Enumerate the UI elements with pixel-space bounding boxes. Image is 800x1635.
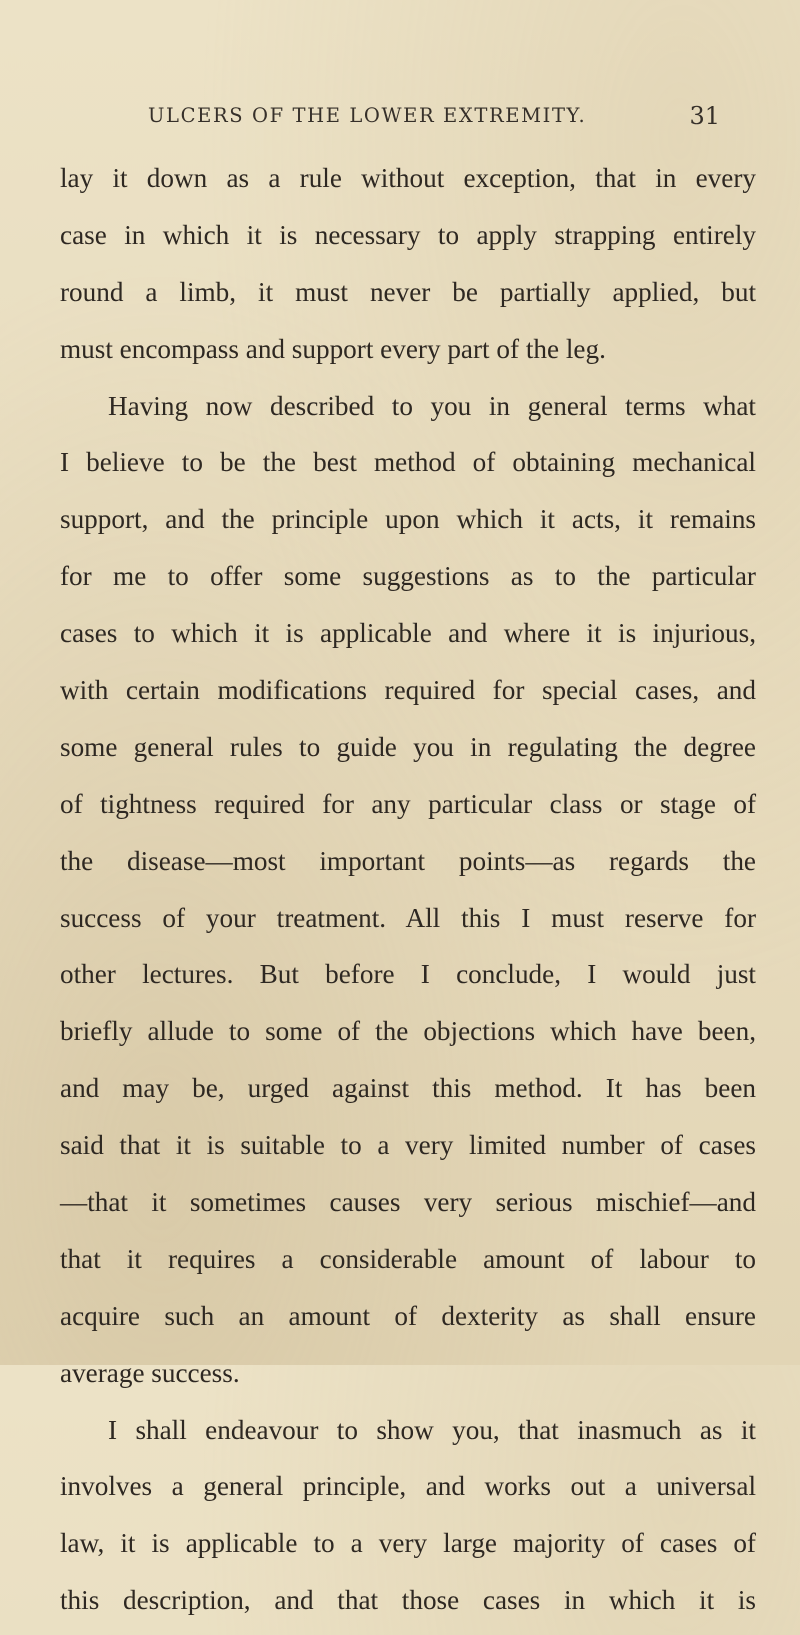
text-line: support, and the principle upon which it acts, it remains bbox=[60, 504, 756, 535]
text-line: average success. bbox=[60, 1357, 240, 1388]
paragraph-first-line: Having now described to you in general terms what bbox=[108, 390, 756, 421]
running-head bbox=[130, 104, 720, 138]
text-line: round a limb, it must never be partially applied, but bbox=[60, 276, 756, 307]
text-line: some general rules to guide you in regulating the degree bbox=[60, 731, 756, 762]
text-line: law, it is applicable to a very large majority of cases of bbox=[60, 1528, 756, 1559]
page-number: 31 bbox=[689, 102, 720, 130]
body-text bbox=[60, 156, 756, 1635]
text-line: that it requires a considerable amount of labour to bbox=[60, 1243, 756, 1274]
paragraph-first-line: I shall endeavour to show you, that inasmuch as it bbox=[108, 1414, 756, 1445]
text-line: I believe to be the best method of obtaining mechanical bbox=[60, 447, 756, 478]
text-line: briefly allude to some of the objections which have been, bbox=[60, 1016, 756, 1047]
text-line: success of your treatment. All this I must reserve for bbox=[60, 902, 756, 933]
text-line: case in which it is necessary to apply strapping entirely bbox=[60, 219, 756, 250]
text-line: other lectures. But before I conclude, I would just bbox=[60, 959, 756, 990]
text-line: of tightness required for any particular class or stage of bbox=[60, 788, 756, 819]
text-line: this description, and that those cases in which it is bbox=[60, 1585, 756, 1616]
text-line: must encompass and support every part of the leg. bbox=[60, 333, 606, 364]
text-line: for me to offer some suggestions as to the particular bbox=[60, 561, 756, 592]
text-line: —that it sometimes causes very serious mischief—and bbox=[60, 1187, 756, 1218]
running-title: ULCERS OF THE LOWER EXTREMITY. bbox=[148, 104, 587, 127]
text-line: and may be, urged against this method. It has been bbox=[60, 1073, 756, 1104]
text-line: lay it down as a rule without exception, that in every bbox=[60, 163, 756, 193]
text-line: involves a general principle, and works out a universal bbox=[60, 1471, 756, 1502]
text-line: with certain modifications required for special cases, and bbox=[60, 675, 756, 706]
text-line: cases to which it is applicable and where it is injurious, bbox=[60, 618, 756, 649]
text-line: the disease—most important points—as regards the bbox=[60, 845, 756, 876]
text-line: acquire such an amount of dexterity as shall ensure bbox=[60, 1300, 756, 1331]
text-line: said that it is suitable to a very limited number of cases bbox=[60, 1130, 756, 1161]
